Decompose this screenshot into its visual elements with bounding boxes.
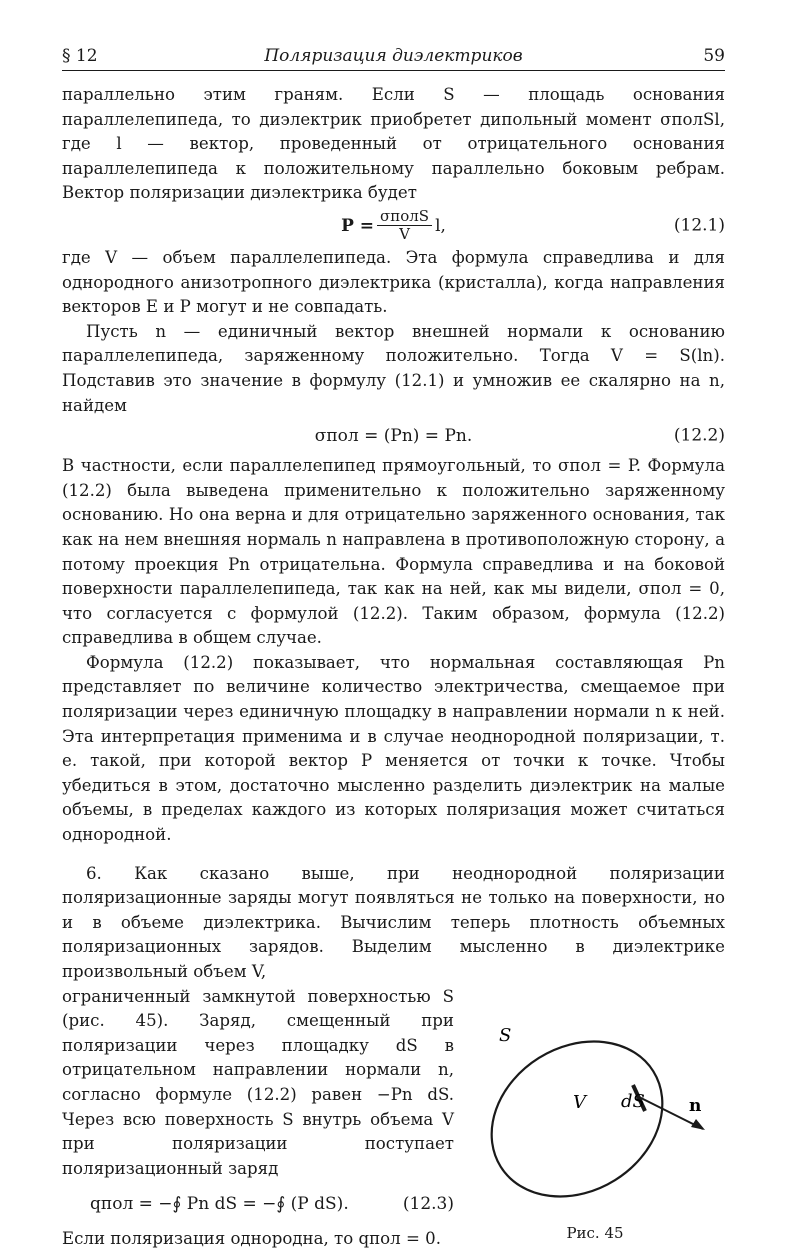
- body-text: [62, 83, 725, 1252]
- label-s: S: [499, 1024, 512, 1046]
- eq2-expression: σпол = (Pn) = Pn.: [314, 425, 473, 446]
- paragraph-5: Формула (12.2) показывает, что нормальная составляющая Pn представляет по величине количество электричества, смещаемое при поляризации через единичную площадку в направлении нормали n к ней. Эта интерпретация применима и в случае неоднородной поляризации, т. е. такой, при которой вектор P меняется от точки к точке. Чтобы убедиться в этом, достаточно мысленно разделить диэлектрик на малые объемы, в пределах каждого из которых поляризация может считаться однородной.: [62, 652, 725, 845]
- eq3-label: (12.3): [402, 1194, 454, 1215]
- label-v: V: [573, 1091, 586, 1113]
- paragraph-6-cont: ограниченный замкнутой поверхностью S (рис. 45). Заряд, смещенный при поляризации через площадку dS в отрицательном направлении нормали n, согласно формуле (12.2) равен −Pn dS. Через всю поверхность S внутрь объема V при поляризации поступает поляризационный заряд: [62, 986, 454, 1178]
- label-ds: dS: [621, 1090, 645, 1112]
- eq1-numerator: σполS: [377, 208, 432, 226]
- paragraph-6-intro: 6. Как сказано выше, при неоднородной поляризации поляризационные заряды могут появляться не только на поверхности, но и в объеме диэлектрика. Вычислим теперь плотность объемных поляризационных зарядов. Выделим мысленно в диэлектрике произвольный объем V,: [62, 863, 725, 981]
- paragraph-4: В частности, если параллелепипед прямоугольный, то σпол = P. Формула (12.2) была выведена применительно к положительно заряженному основанию. Но она верна и для отрицательно заряженного основания, так как на нем внешняя нормаль n направлена в противоположную сторону, а потому проекция Pn отрицательна. Формула справедлива и на боковой поверхности параллелепипеда, так как на ней, как мы видели, σпол = 0, что согласуется с формулой (12.2). Таким образом, формула (12.2) справедлива в общем случае.: [62, 456, 725, 648]
- running-title: Поляризация диэлектриков: [264, 46, 523, 66]
- left-column: [62, 985, 454, 1252]
- figure-45-drawing: [465, 1007, 725, 1217]
- eq1-rhs: l,: [435, 215, 446, 236]
- paragraph-2: где V — объем параллелепипеда. Эта формула справедлива и для однородного анизотропного диэлектрика (кристалла), когда направления векторов E и P могут и не совпадать.: [62, 247, 725, 317]
- paragraph-7: Если поляризация однородна, то qпол = 0.: [62, 1229, 441, 1249]
- paragraph-1: параллельно этим граням. Если S — площадь основания параллелепипеда, то диэлектрик приобретет дипольный момент σполSl, где l — вектор, проведенный от отрицательного основания параллелепипеда к положительному параллельно боковым ребрам. Вектор поляризации диэлектрика будет: [62, 85, 725, 203]
- equation-12-1: [62, 206, 725, 246]
- eq1-label: (12.1): [673, 215, 725, 236]
- figure-section: [62, 985, 725, 1252]
- normal-arrowhead: [691, 1119, 705, 1130]
- figure-caption: Рис. 45: [566, 1223, 624, 1242]
- eq3-expression: qпол = −∮ Pn dS = −∮ (P dS).: [90, 1194, 349, 1215]
- page-number: 59: [703, 46, 725, 66]
- page: [62, 44, 725, 1252]
- section-number: § 12: [62, 46, 98, 66]
- page-header: [62, 44, 725, 71]
- label-n: n: [689, 1095, 702, 1116]
- figure-45: [465, 1007, 725, 1247]
- eq1-denominator: V: [399, 225, 410, 244]
- eq1-lhs: P =: [341, 215, 375, 236]
- equation-12-3: [62, 1181, 454, 1227]
- eq2-label: (12.2): [673, 425, 725, 446]
- paragraph-3: Пусть n — единичный вектор внешней нормали к основанию параллелепипеда, заряженному положительно. Тогда V = S(ln). Подставив это значение в формулу (12.1) и умножив ее скалярно на n, найдем: [62, 321, 725, 415]
- equation-12-2: [62, 418, 725, 454]
- eq1-fraction: [377, 208, 432, 243]
